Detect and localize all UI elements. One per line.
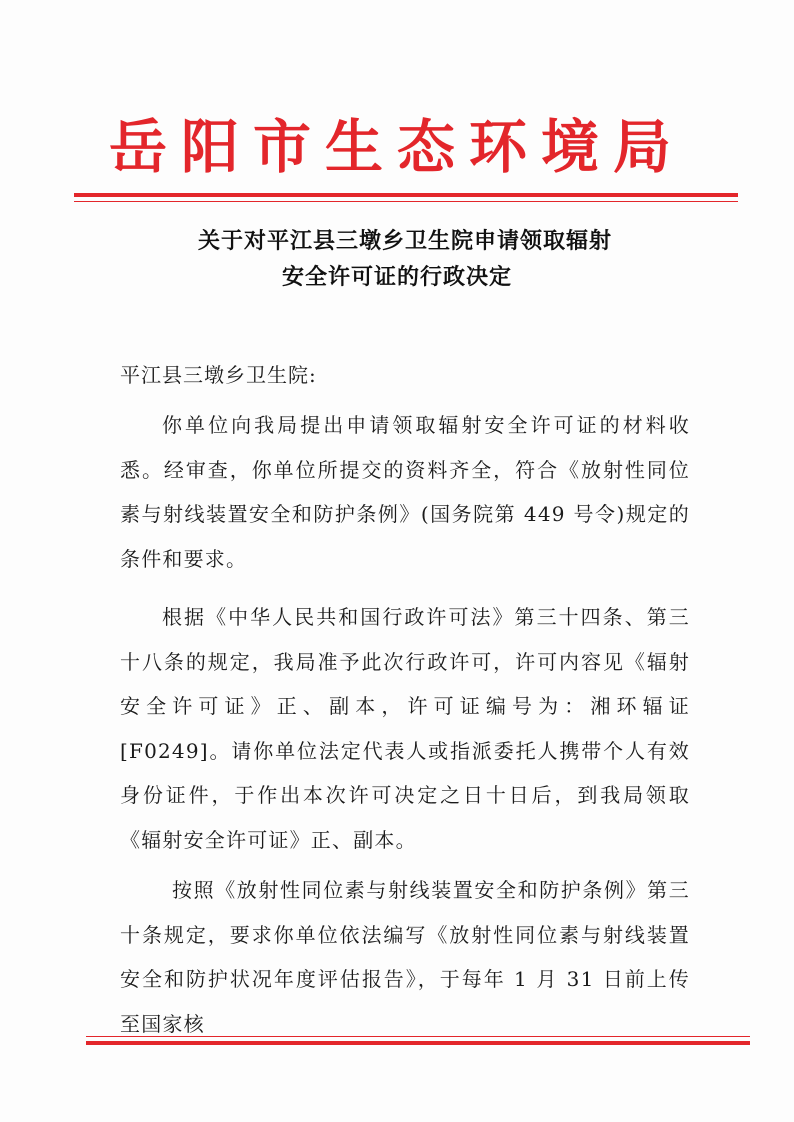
footer-rule-thin (86, 1036, 750, 1037)
document-title-line-2: 安全许可证的行政决定 (281, 265, 512, 290)
document-title-line-1: 关于对平江县三墩乡卫生院申请领取辐射 (197, 229, 612, 254)
body-paragraph-2: 根据《中华人民共和国行政许可法》第三十四条、第三十八条的规定，我局准予此次行政许可，许可内容见《辐射安全许可证》正、副本，许可证编号为：湘环辐证[F0249]。请你单位法定代表人或指派委托人携带个人有效身份证件，于作出本次许可决定之日十日后，到我局领取《辐射安全许可证》正、副本。 (120, 605, 690, 852)
letterhead-rule-thin (74, 201, 738, 202)
letterhead-agency-name: 岳阳市生态环境局 (108, 113, 685, 181)
letterhead-rule-thick (74, 193, 738, 197)
body-paragraph-3: 按照《放射性同位素与射线装置安全和防护条例》第三十条规定，要求你单位依法编写《放射性同位素与射线装置安全和防护状况年度评估报告》，于每年 1 月 31 日前上传至国家核 (120, 878, 690, 1036)
salutation: 平江县三墩乡卫生院: (120, 363, 317, 387)
body-paragraph-1: 你单位向我局提出申请领取辐射安全许可证的材料收悉。经审查，你单位所提交的资料齐全，符合《放射性同位素与射线装置安全和防护条例》(国务院第 449 号令)规定的条件和要求。 (120, 413, 690, 571)
footer-rule-thick (86, 1041, 750, 1045)
